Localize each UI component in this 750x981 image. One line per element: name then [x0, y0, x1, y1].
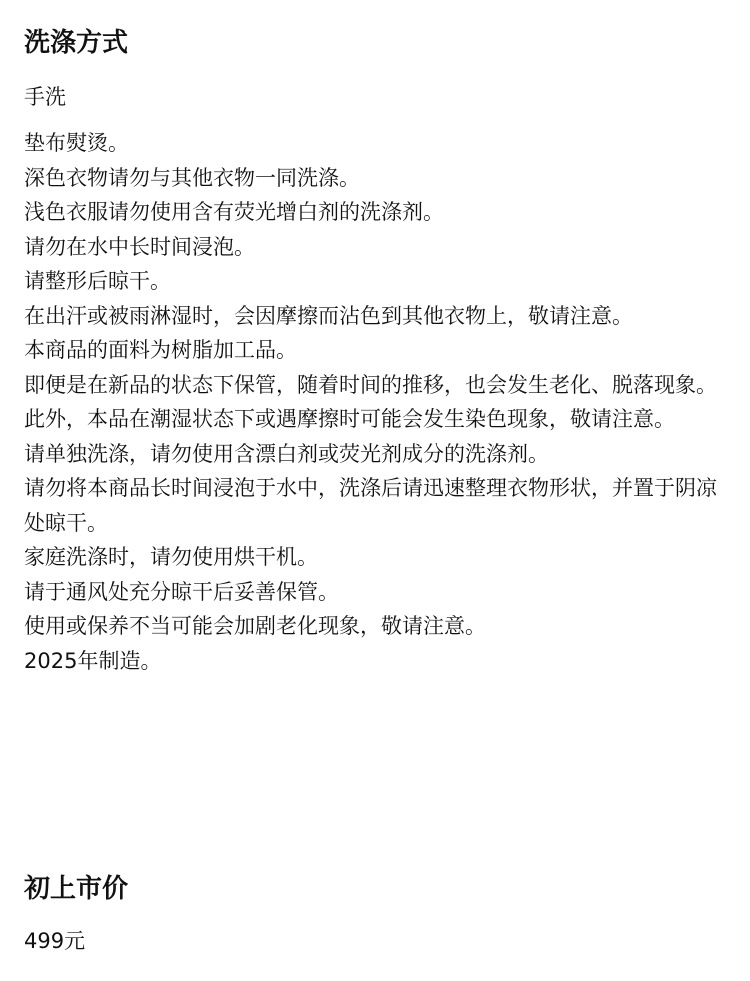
price-section-title: 初上市价: [24, 874, 129, 904]
care-note: 请勿将本商品长时间浸泡于水中，洗涤后请迅速整理衣物形状，并置于阴凉处晾干。: [24, 476, 717, 535]
care-notes-list: [24, 126, 730, 678]
wash-method-text: 手洗: [24, 85, 66, 109]
care-note: 使用或保养不当可能会加剧老化现象，敬请注意。: [24, 614, 486, 638]
care-note: 垫布熨烫。: [24, 131, 129, 155]
care-note: 本商品的面料为树脂加工品。: [24, 338, 297, 362]
care-note: 深色衣物请勿与其他衣物一同洗涤。: [24, 165, 360, 190]
care-note: 请整形后晾干。: [24, 269, 171, 293]
care-note: 请勿在水中长时间浸泡。: [24, 234, 255, 259]
care-note: 在出汗或被雨淋湿时，会因摩擦而沾色到其他衣物上，敬请注意。: [24, 303, 633, 328]
launch-price-value: 499元: [24, 929, 86, 953]
care-note: 2025年制造。: [24, 648, 162, 673]
wash-section-title: 洗涤方式: [24, 28, 129, 58]
care-note: 浅色衣服请勿使用含有荧光增白剂的洗涤剂。: [24, 200, 444, 224]
care-note: 请单独洗涤，请勿使用含漂白剂或荧光剂成分的洗涤剂。: [24, 441, 549, 466]
care-note: 即便是在新品的状态下保管，随着时间的推移，也会发生老化、脱落现象。: [24, 372, 717, 397]
care-note: 请于通风处充分晾干后妥善保管。: [24, 579, 339, 604]
care-note: 此外，本品在潮湿状态下或遇摩擦时可能会发生染色现象，敬请注意。: [24, 407, 675, 431]
care-note: 家庭洗涤时，请勿使用烘干机。: [24, 545, 318, 569]
